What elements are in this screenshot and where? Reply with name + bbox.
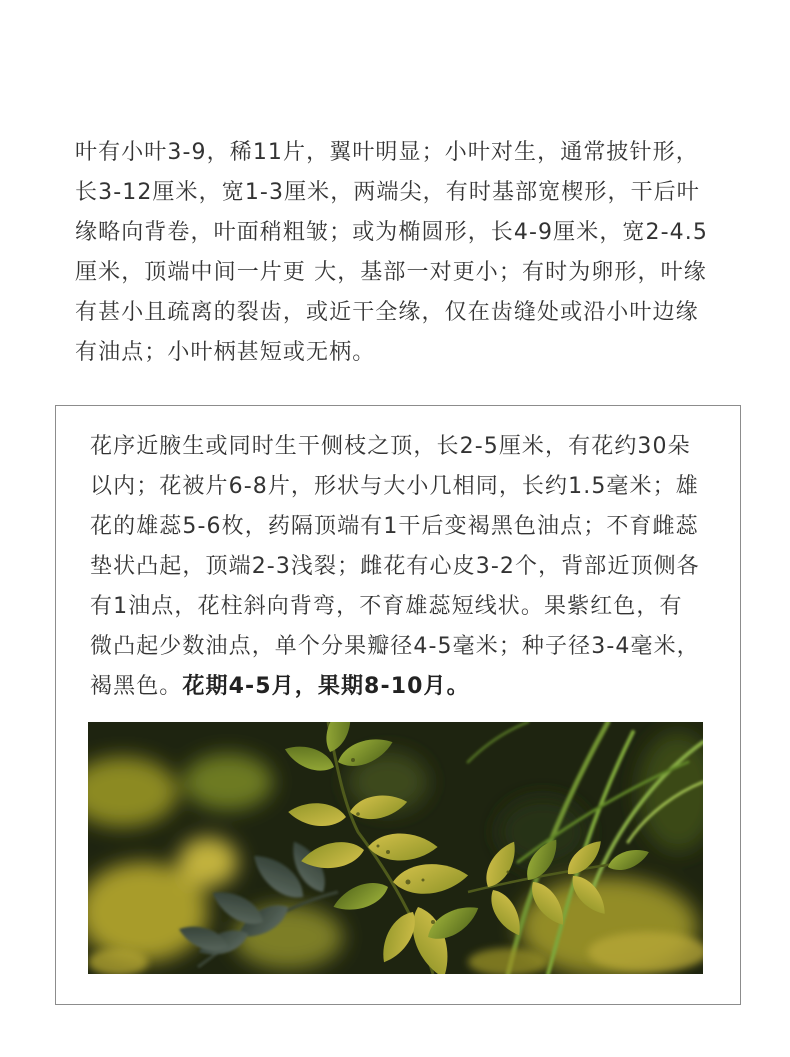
paragraph-line: 叶有小叶3-9，稀11片，翼叶明显；小叶对生，通常披针形， [75,140,699,165]
paragraph-last-line [90,667,700,707]
paragraph-line: 花序近腋生或同时生干侧枝之顶，长2-5厘米，有花约30朵 [90,434,691,459]
foliage-image [88,722,703,974]
paragraph-line: 缘略向背卷，叶面稍粗皱；或为椭圆形，长4-9厘米，宽2-4.5 [75,220,708,245]
last-line-text: 褐黑色。 [90,674,183,699]
paragraph-line: 厘米，顶端中间一片更 大，基部一对更小；有时为卵形，叶缘 [75,260,707,285]
flower-fruit-description-paragraph [90,427,700,707]
paragraph-line: 以内；花被片6-8片，形状与大小几相同，长约1.5毫米；雄 [90,474,699,499]
paragraph-line: 有1油点，花柱斜向背弯，不育雄蕊短线状。果紫红色，有 [90,594,683,619]
flowering-fruiting-period: 花期4-5月，果期8-10月。 [182,674,470,699]
paragraph-line: 有油点；小叶柄甚短或无柄。 [75,340,376,365]
plant-photo [88,722,703,974]
paragraph-line: 长3-12厘米，宽1-3厘米，两端尖，有时基部宽楔形，干后叶 [75,180,700,205]
paragraph-line: 有甚小且疏离的裂齿，或近干全缘，仅在齿缝处或沿小叶边缘 [75,300,699,325]
paragraph-line: 花的雄蕊5-6枚，药隔顶端有1干后变褐黑色油点；不育雌蕊 [90,514,699,539]
paragraph-line: 微凸起少数油点，单个分果瓣径4-5毫米；种子径3-4毫米， [90,634,700,659]
paragraph-line: 垫状凸起，顶端2-3浅裂；雌花有心皮3-2个，背部近顶侧各 [90,554,700,579]
leaf-description-paragraph [75,133,708,373]
